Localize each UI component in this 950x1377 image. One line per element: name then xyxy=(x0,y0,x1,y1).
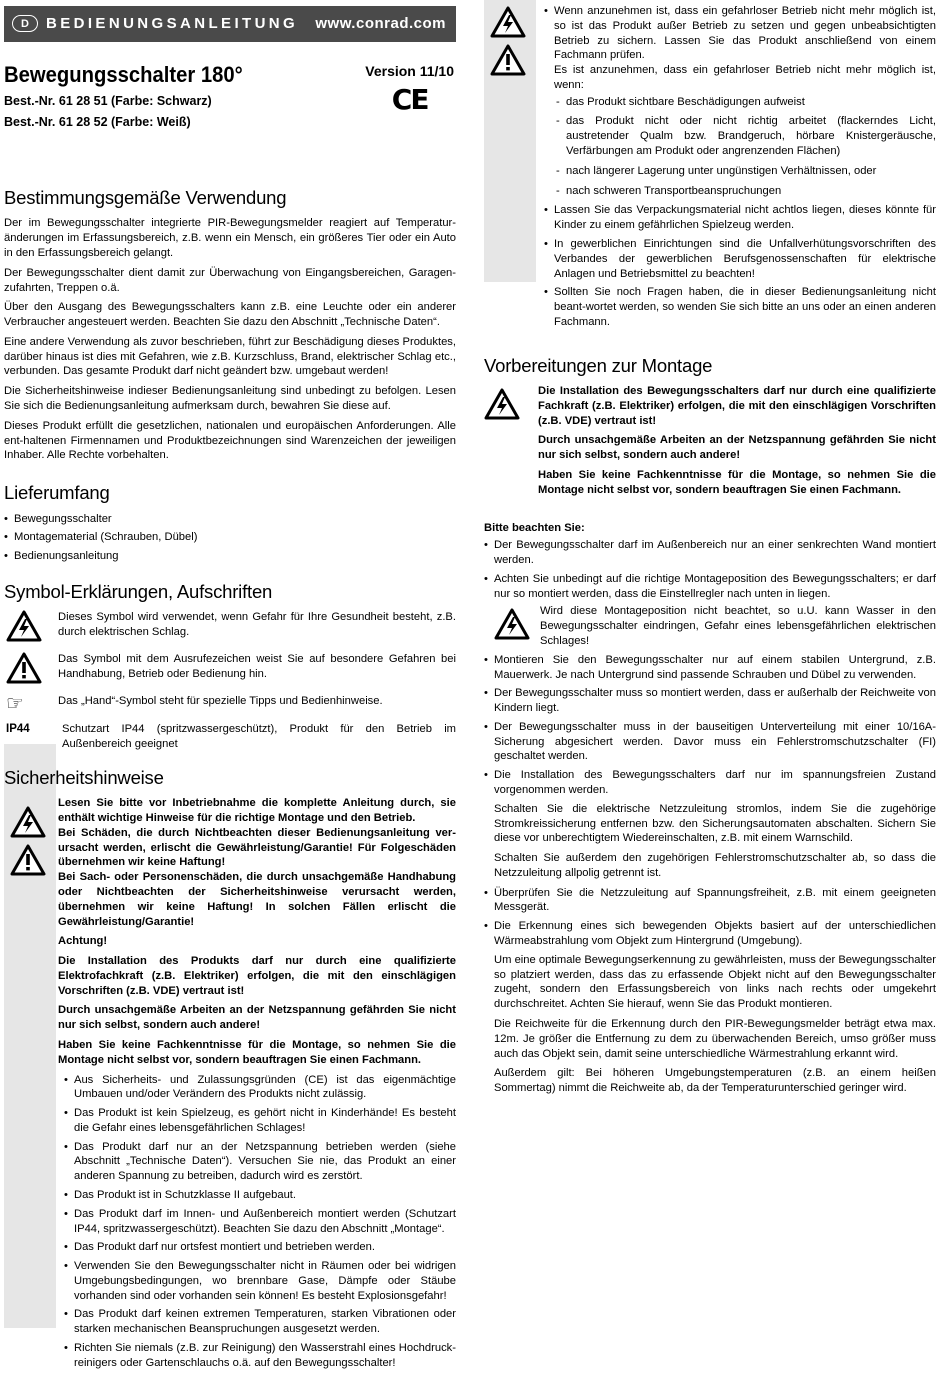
list-item xyxy=(484,919,936,1096)
safety-body xyxy=(58,796,456,1376)
exclamation-warning-icon xyxy=(490,44,526,76)
lightning-warning-icon xyxy=(494,608,530,640)
mounting-warning-text: Wird diese Montageposition nicht beachtet, so u.U. kann Wasser in den Bewegungsschalter eindringen, Gefahr eines lebensgefährlichen elektrischen Schlages! xyxy=(540,605,936,647)
list-item: • Der Bewegungsschalter darf im Außenbereich nur an einer senkrechten Wand montiert werden. xyxy=(484,538,936,568)
list-item: • Montagematerial (Schrauben, Dübel) xyxy=(4,530,456,545)
title-block xyxy=(4,60,456,154)
lightning-warning-icon xyxy=(4,610,58,642)
symbol-row-ip44 xyxy=(4,722,456,752)
prep-bullet-list xyxy=(484,538,936,1096)
symbol-row-lightning xyxy=(4,610,456,642)
dash-item: - nach längerer Lagerung unter ungünstigen Verhältnissen, oder xyxy=(554,164,936,179)
safety-intro: Bei Sach- oder Personenschäden, die durch unsachgemäße Handhabung oder Nichtbeachten der Sicherheitshinweise verursacht werden, übernehmen wir keine Haftung! In solchen Fällen erlischt die Gewährleistung/Garantie! xyxy=(58,871,456,928)
list-item xyxy=(484,572,936,649)
safety-cont-body xyxy=(538,4,936,334)
symbol-row-exclamation xyxy=(4,652,456,684)
list-item xyxy=(484,768,936,880)
list-item: • Der Bewegungsschalter muss so montiert werden, dass er außerhalb der Reichweite von Kindern liegt. xyxy=(484,686,936,716)
version-label: Version 11/10 xyxy=(365,63,454,79)
list-item xyxy=(538,4,936,198)
ip44-text: Schutzart IP44 (spritzwassergeschützt), Produkt für den Betrieb im Außenbereich geeignet xyxy=(62,723,456,751)
list-item: • Aus Sicherheits- und Zulassungsgründen (CE) ist das eigenmächtige Umbauen und/oder Verändern des Produkts nicht zulässig. xyxy=(58,1073,456,1103)
symbols-section xyxy=(4,580,456,752)
mounting-warning xyxy=(494,604,936,648)
document-title: Bewegungsschalter 180° xyxy=(4,62,243,87)
scope-section xyxy=(4,481,456,564)
list-item: • Verwenden Sie den Bewegungsschalter nicht in Räumen oder bei widrigen Umgebungsbedingungen, wo brennbare Gase, Dämpfe oder Stäube vorhanden sind oder vorhanden sein können! Es besteht Explosionsgefahr! xyxy=(58,1259,456,1303)
exclamation-warning-icon xyxy=(10,844,46,876)
prep-paragraph: Um eine optimale Bewegungserkennung zu gewährleisten, muss der Bewegungsschalter so platziert werden, dass das zu erfassende Objekt nicht auf den Bewegungsschalter zugeht, sondern den Erfassungsbereich von links nach rechts oder umgekehrt durchschreitet. Achten Sie hierauf, wenn Sie das Produkt montieren. xyxy=(494,953,936,1011)
intended-use-paragraph: Der Bewegungsschalter dient damit zur Überwachung von Eingangsbereichen, Garagen-zufahrten, Treppen o.ä. xyxy=(4,266,456,294)
list-item: • Lassen Sie das Verpackungsmaterial nicht achtlos liegen, dieses könnte für Kinder zu einem gefährlichen Spielzeug werden. xyxy=(538,203,936,233)
lightning-warning-icon xyxy=(10,806,46,838)
list-item: • Überprüfen Sie die Netzzuleitung auf Spannungsfreiheit, z.B. mit einem geeigneten Messgerät. xyxy=(484,886,936,916)
symbols-heading: Symbol-Erklärungen, Aufschriften xyxy=(4,580,273,602)
intended-use-heading: Bestimmungsgemäße Verwendung xyxy=(4,187,287,208)
prep-icon xyxy=(484,384,538,420)
header-title: BEDIENUNGSANLEITUNG xyxy=(46,15,299,33)
safety-bold-note: Die Installation des Produkts darf nur durch eine qualifizierte Elektrofachkraft (z.B. Elektriker) erfolgen, die mit den einschlägigen Vorschriften (z.B. VDE) vertraut ist! xyxy=(58,955,456,997)
safety-bullet-list xyxy=(58,1073,456,1371)
exclamation-symbol-text: Das Symbol mit dem Ausrufezeichen weist Sie auf besondere Gefahren bei Handhabung, Betrieb oder Bedienung hin. xyxy=(58,653,456,681)
ip44-label: IP44 xyxy=(6,723,30,736)
prep-bold-note: Die Installation des Bewegungsschalters darf nur durch eine qualifizierte Fachkraft (z.B. Elektriker) erfolgen, die mit den einschlägigen Vorschriften (z.B. VDE) vertraut ist! xyxy=(538,385,936,427)
list-item: • Das Produkt darf im Innen- und Außenbereich montiert werden (Schutzart IP44, spritzwassergeschützt). Beachten Sie dazu den Abschnitt „Montage“. xyxy=(58,1207,456,1237)
exclamation-warning-icon xyxy=(4,652,58,684)
intended-use-paragraph: Die Sicherheitshinweise indieser Bedienungsanleitung sind unbedingt zu befolgen. Lesen Sie sich die Bedienungsanleitung aufmerksam durch, bewahren Sie diese auf. xyxy=(4,385,456,412)
header-bar xyxy=(4,6,456,42)
right-column xyxy=(484,0,936,1102)
safety-icon-stack xyxy=(4,796,58,876)
safety-warning-block xyxy=(4,796,456,1376)
intended-use-paragraph: Über den Ausgang des Bewegungsschalters kann z.B. eine Leuchte oder ein anderer Verbraucher angesteuert werden. Beachten Sie dazu den Abschnitt „Technische Daten“. xyxy=(4,301,456,329)
prep-paragraph: Schalten Sie die elektrische Netzzuleitung stromlos, indem Sie die zugehörige Stromkreissicherung entfernen bzw. den Sicherungsautomaten abschalten. Sichern Sie diese vor unberechtigtem Wiedereinschalten, z.B. mit einem Warnschild. xyxy=(494,802,936,845)
safety-intro: Bei Schäden, die durch Nichtbeachten dieser Bedienungsanleitung ver-ursacht werden, erlischt die Gewährleistung/Garantie! Für Folgeschäden übernehmen wir keine Haftung! xyxy=(58,826,456,869)
safety-bold-note: Haben Sie keine Fachkenntnisse für die Montage, so nehmen Sie die Montage nicht selbst vor, sondern beauftragen Sie einen Fachmann. xyxy=(58,1038,456,1066)
order-number-black: Best.-Nr. 61 28 51 (Farbe: Schwarz) xyxy=(4,94,212,109)
prep-paragraph: Die Reichweite für die Erkennung durch den PIR-Bewegungsmelder beträgt etwa max. 12m. Je größer die Entfernung zu dem zu überwachenden Bereich, umso größer muss auch das Objekt sein, damit seine unterschiedliche Wärmestrahlung erkannt wird. xyxy=(494,1017,936,1060)
list-item: • Das Produkt ist kein Spielzeug, es gehört nicht in Kinderhände! Es besteht die Gefahr eines lebensgefährlichen Schlages! xyxy=(58,1106,456,1136)
prep-paragraph: Schalten Sie außerdem den zugehörigen Fehlerstromschutzschalter ab, so dass die Netzzuleitung allpolig getrennt ist. xyxy=(494,852,936,879)
scope-list xyxy=(4,512,456,564)
prep-section xyxy=(484,354,936,1096)
prep-heading: Vorbereitungen zur Montage xyxy=(484,354,713,376)
language-badge: D xyxy=(12,15,38,32)
prep-warning-block xyxy=(484,384,936,502)
prep-text: • Die Erkennung eines sich bewegenden Objekts basiert auf der unterschiedlichen Wärmeabstrahlung vom Objekt zum Hintergrund (Umgebung). xyxy=(494,920,936,948)
list-item: • Montieren Sie den Bewegungsschalter nur auf einem stabilen Untergrund, z.B. Mauerwerk. Je nach Untergrund sind passende Schrauben und Dübel zu verwenden. xyxy=(484,653,936,683)
safety-cont-list xyxy=(538,4,936,330)
list-item: • Sollten Sie noch Fragen haben, die in dieser Bedienungsanleitung nicht beant-wortet werden, so wenden Sie sich bitte an uns oder an einen anderen Fachmann. xyxy=(538,285,936,329)
dash-list xyxy=(554,95,936,199)
left-column xyxy=(4,0,456,1377)
note-label: Bitte beachten Sie: xyxy=(484,521,585,534)
scope-heading: Lieferumfang xyxy=(4,482,110,504)
list-item: • In gewerblichen Einrichtungen sind die Unfallverhütungsvorschriften des Verbandes der gewerblichen Berufsgenossenschaften für elektrische Anlagen und Betriebsmittel zu beachten! xyxy=(538,237,936,281)
safety-cont-subtext: Es ist anzunehmen, dass ein gefahrloser Betrieb nicht mehr möglich ist, wenn: xyxy=(554,64,936,91)
prep-bold-note: Durch unsachgemäße Arbeiten an der Netzspannung gefährden Sie nicht nur sich selbst, sondern auch andere! xyxy=(538,434,936,462)
list-item: • Bedienungsanleitung xyxy=(4,549,456,564)
lightning-symbol-text: Dieses Symbol wird verwendet, wenn Gefahr für Ihre Gesundheit besteht, z.B. durch elektrischen Schlag. xyxy=(58,611,456,639)
list-item: • Das Produkt ist in Schutzklasse II aufgebaut. xyxy=(58,1188,456,1203)
list-item: • Der Bewegungsschalter muss in der bauseitigen Unterverteilung mit einer 10/16A-Sicherung abgesichert werden. Davor muss ein Fehlerstromschutzschalter (FI) geschaltet werden. xyxy=(484,720,936,764)
lightning-warning-icon xyxy=(484,388,520,420)
header-url[interactable]: www.conrad.com xyxy=(315,15,446,33)
ce-mark-icon: CE xyxy=(391,83,428,117)
prep-text: • Die Installation des Bewegungsschalters darf nur im spannungsfreien Zustand vorgenommen werden. xyxy=(494,769,936,796)
hand-symbol-text: Das „Hand“-Symbol steht für spezielle Tipps und Bedienhinweise. xyxy=(58,695,383,708)
symbol-row-hand xyxy=(4,691,456,716)
list-item: • Das Produkt darf keinen extremen Temperaturen, starken Vibrationen oder starken mechanischen Beanspruchungen ausgesetzt werden. xyxy=(58,1307,456,1337)
prep-text: • Achten Sie unbedingt auf die richtige Montageposition des Bewegungsschalters; er darf nur so montiert werden, dass die Einstellregler nach unten in liegen. xyxy=(494,572,936,600)
attention-label: Achtung! xyxy=(58,935,108,948)
pointing-hand-icon: ☞ xyxy=(6,691,24,716)
dash-item: - nach schweren Transportbeanspruchungen xyxy=(554,184,936,199)
list-item: • Das Produkt darf nur an der Netzspannung betrieben werden (siehe Abschnitt „Technische Daten“). Versuchen Sie nie, das Produkt an einer anderen Spannung zu betreiben, dadurch wird es zerstört. xyxy=(58,1140,456,1184)
dash-item: - das Produkt sichtbare Beschädigungen aufweist xyxy=(554,95,936,110)
prep-paragraph: Außerdem gilt: Bei höheren Umgebungstemperaturen (z.B. an einem heißen Sommertag) nimmt die Reichweite ab, da der Temperaturunterschied geringer wird. xyxy=(494,1067,936,1095)
order-number-white: Best.-Nr. 61 28 52 (Farbe: Weiß) xyxy=(4,114,191,129)
safety-section xyxy=(4,766,456,1377)
safety-cont-text: • Wenn anzunehmen ist, dass ein gefahrloser Betrieb nicht mehr möglich ist, so ist das Produkt außer Betrieb zu setzen und gegen unbeabsichtigten Betrieb zu sichern. Lassen Sie das Produkt anschließend von einem Fachmann prüfen. xyxy=(554,5,936,62)
prep-bold-note: Haben Sie keine Fachkenntnisse für die Montage, so nehmen Sie die Montage nicht selbst vor, sondern beauftragen Sie einen Fachmann. xyxy=(538,468,936,496)
intended-use-paragraph: Der im Bewegungsschalter integrierte PIR-Bewegungsmelder reagiert auf Temperatur-änderungen im Erfassungsbereich, z.B. wenn ein Mensch, ein größeres Tier oder ein Auto in den Erfassungsbereich gelangt. xyxy=(4,217,456,259)
safety-bold-note: Durch unsachgemäße Arbeiten an der Netzspannung gefährden Sie nicht nur sich selbst, sondern auch andere! xyxy=(58,1004,456,1032)
list-item: • Bewegungsschalter xyxy=(4,512,456,527)
version-block xyxy=(365,62,454,119)
safety-continued-block xyxy=(484,4,936,334)
intended-use-section xyxy=(4,186,456,463)
safety-cont-icon-stack xyxy=(484,4,538,76)
mounting-warning-icon-box xyxy=(494,604,540,640)
list-item: • Das Produkt darf nur ortsfest montiert und betrieben werden. xyxy=(58,1240,456,1255)
intended-use-paragraph: Eine andere Verwendung als zuvor beschrieben, führt zur Beschädigung dieses Produktes, darüber hinaus ist dies mit Gefahren, wie z.B. Kurzschluss, Brand, elektrischer Schlag etc., verbunden. Das gesamte Produkt darf nicht geändert bzw. umgebaut werden! xyxy=(4,335,456,378)
dash-item: - das Produkt nicht oder nicht richtig arbeitet (flackerndes Licht, austretender Qualm bzw. Brandgeruch, hörbare Knistergeräusche, Verfärbungen am Produkt oder angrenzenden Flächen) xyxy=(554,114,936,158)
prep-body xyxy=(538,384,936,502)
list-item: • Richten Sie niemals (z.B. zur Reinigung) den Wasserstrahl eines Hochdruck-reinigers oder Gartenschlauchs o.ä. auf den Bewegungsschalter! xyxy=(58,1341,456,1371)
lightning-warning-icon xyxy=(490,6,526,38)
safety-intro: Lesen Sie bitte vor Inbetriebnahme die komplette Anleitung durch, sie enthält wichtige Hinweise für die richtige Montage und den Betrieb. xyxy=(58,797,456,825)
safety-heading: Sicherheitshinweise xyxy=(4,766,164,788)
intended-use-paragraph: Dieses Produkt erfüllt die gesetzlichen, nationalen und europäischen Anforderungen. Alle ent-haltenen Firmennamen und Produktbezeichnungen sind Warenzeichen der jeweiligen Inhaber. Alle Rechte vorbehalten. xyxy=(4,419,456,462)
